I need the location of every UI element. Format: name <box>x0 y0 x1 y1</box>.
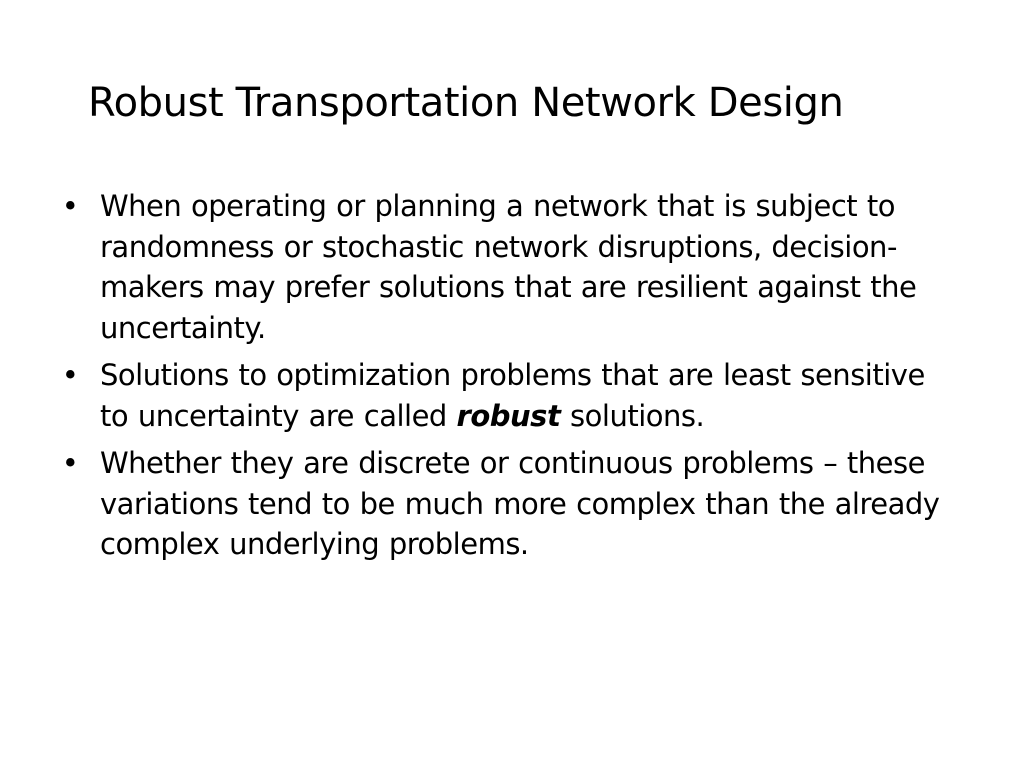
bullet-text-1: When operating or planning a network that is subject to randomness or stochastic network disruptions, decision-makers may prefer solutions that are resilient against the uncertainty. <box>100 189 917 345</box>
bullet-dot-icon: • <box>61 358 79 392</box>
bullet-text-2-emphasis: robust <box>456 398 561 433</box>
slide-title: Robust Transportation Network Design <box>88 80 844 126</box>
bullet-item-2 <box>60 355 960 436</box>
bullet-dot-icon: • <box>61 446 79 480</box>
bullet-item-3 <box>60 443 960 565</box>
bullet-text-2-after: solutions. <box>560 398 705 433</box>
bullet-item-1 <box>60 186 960 348</box>
bullet-dot-icon: • <box>61 189 79 223</box>
bullet-text-2-before: Solutions to optimization problems that are least sensitive to uncertainty are called <box>100 358 925 433</box>
bullet-text-3: Whether they are discrete or continuous problems – these variations tend to be much more complex than the already complex underlying problems. <box>100 446 940 561</box>
bullet-list <box>60 186 960 572</box>
